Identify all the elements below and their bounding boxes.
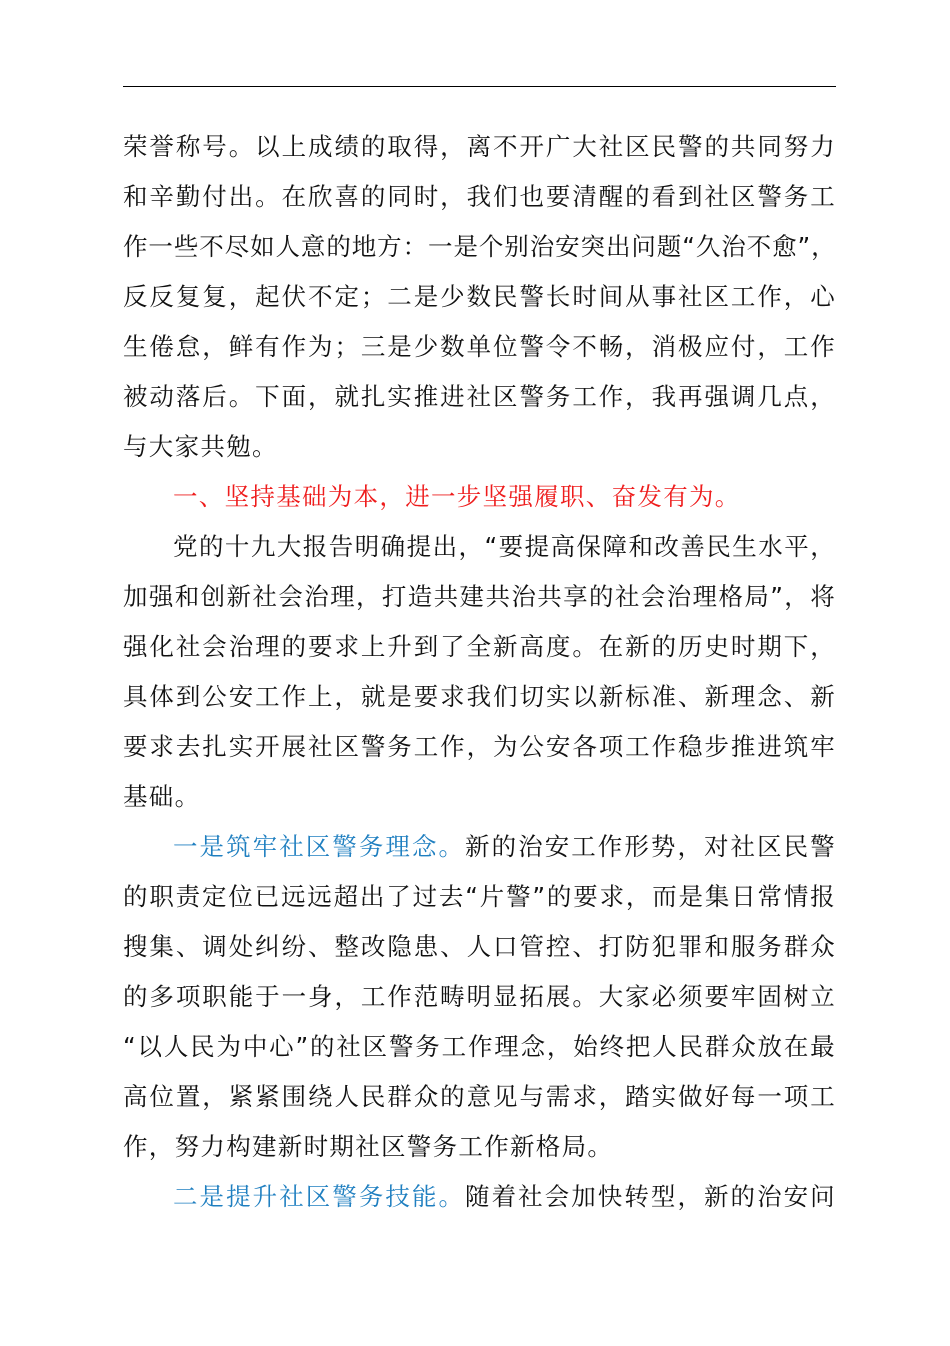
subsection-lead: 二是提升社区警务技能。: [173, 1182, 466, 1211]
paragraph-4: [123, 1172, 836, 1222]
text-line: 的多项职能于一身，工作范畴明显拓展。大家必须要牢固树立: [123, 982, 836, 1011]
body-text: [123, 122, 836, 1222]
section-heading: 一、坚持基础为本，进一步坚强履职、奋发有为。: [173, 482, 741, 511]
text-line: 具体到公安工作上，就是要求我们切实以新标准、新理念、新: [123, 682, 836, 711]
text-line: 被动落后。下面，就扎实推进社区警务工作，我再强调几点，: [123, 382, 836, 411]
text-line: [123, 822, 836, 872]
text-line: 和辛勤付出。在欣喜的同时，我们也要清醒的看到社区警务工: [123, 182, 836, 211]
text-line: 搜集、调处纠纷、整改隐患、人口管控、打防犯罪和服务群众: [123, 932, 836, 961]
text-line: 作，努力构建新时期社区警务工作新格局。: [123, 1132, 614, 1161]
text-line: 荣誉称号。以上成绩的取得，离不开广大社区民警的共同努力: [123, 132, 836, 161]
text-line: 的职责定位已远远超出了过去“片警”的要求，而是集日常情报: [123, 882, 836, 911]
text-line: 要求去扎实开展社区警务工作，为公安各项工作稳步推进筑牢: [123, 732, 836, 761]
text-line: [123, 1172, 836, 1222]
text-run: 新的治安工作形势，对社区民警: [465, 832, 836, 861]
text-line: 作一些不尽如人意的地方：一是个别治安突出问题“久治不愈”，: [123, 232, 836, 261]
text-line: 基础。: [123, 782, 201, 811]
text-line: “以人民为中心”的社区警务工作理念，始终把人民群众放在最: [123, 1032, 836, 1061]
paragraph-3: [123, 822, 836, 1172]
text-line: 与大家共勉。: [123, 432, 278, 461]
text-line: 强化社会治理的要求上升到了全新高度。在新的历史时期下，: [123, 632, 836, 661]
paragraph-1: [123, 122, 836, 472]
paragraph-2: [123, 522, 836, 822]
text-line: 反反复复，起伏不定；二是少数民警长时间从事社区工作，心: [123, 282, 836, 311]
text-line: 高位置，紧紧围绕人民群众的意见与需求，踏实做好每一项工: [123, 1082, 836, 1111]
text-run: 随着社会加快转型，新的治安问: [465, 1182, 836, 1211]
text-line: 党的十九大报告明确提出，“要提高保障和改善民生水平，: [173, 532, 836, 561]
text-line: 加强和创新社会治理，打造共建共治共享的社会治理格局”，将: [123, 582, 836, 611]
text-line: 生倦怠，鲜有作为；三是少数单位警令不畅，消极应付，工作: [123, 332, 836, 361]
subsection-lead: 一是筑牢社区警务理念。: [173, 832, 466, 861]
header-rule: [123, 86, 836, 87]
